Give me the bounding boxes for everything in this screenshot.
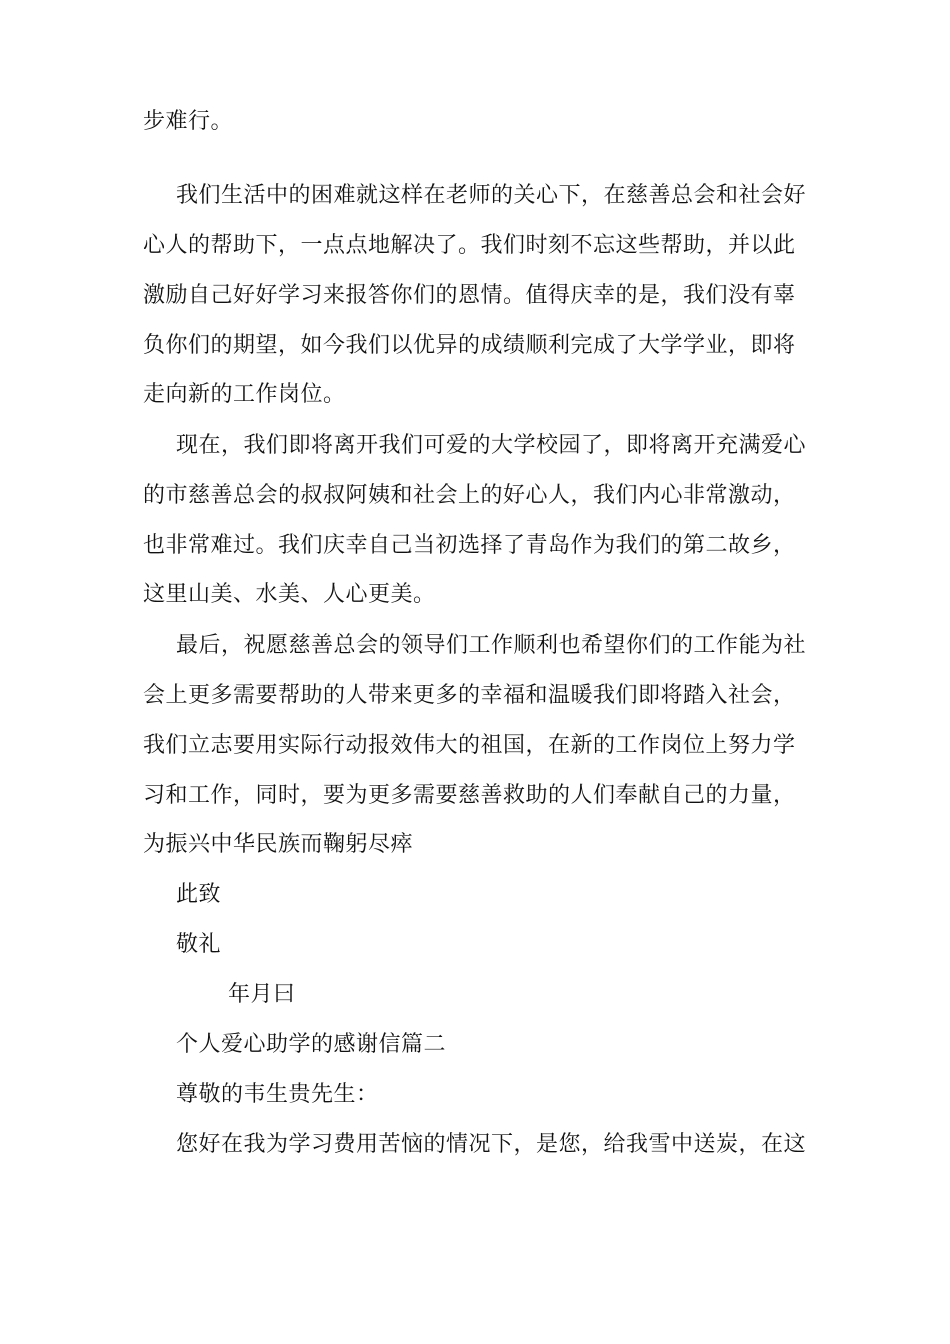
closing-salutation: 此致	[176, 882, 222, 907]
section-heading: 个人爱心助学的感谢信篇二	[176, 1032, 447, 1057]
date-line: 年月曰	[228, 982, 296, 1007]
paragraph-line: 的市慈善总会的叔叔阿姨和社会上的好心人，我们内心非常激动，	[143, 483, 796, 508]
paragraph-line: 为振兴中华民族而鞠躬尽瘁	[143, 832, 414, 857]
paragraph-line: 负你们的期望，如今我们以优异的成绩顺利完成了大学学业，即将	[143, 333, 796, 358]
paragraph-line: 现在，我们即将离开我们可爱的大学校园了，即将离开充满爱心	[176, 433, 807, 458]
paragraph-line: 也非常难过。我们庆幸自己当初选择了青岛作为我们的第二故乡，	[143, 533, 796, 558]
paragraph-line: 我们生活中的困难就这样在老师的关心下，在慈善总会和社会好	[176, 183, 807, 208]
paragraph-line: 心人的帮助下，一点点地解决了。我们时刻不忘这些帮助，并以此	[143, 233, 796, 258]
paragraph-line: 最后，祝愿慈善总会的领导们工作顺利也希望你们的工作能为社	[176, 633, 807, 658]
paragraph-line: 我们立志要用实际行动报效伟大的祖国，在新的工作岗位上努力学	[143, 733, 796, 758]
paragraph-line: 激励自己好好学习来报答你们的恩情。值得庆幸的是，我们没有辜	[143, 283, 796, 308]
paragraph-line: 会上更多需要帮助的人带来更多的幸福和温暖我们即将踏入社会，	[143, 683, 796, 708]
closing-regards: 敬礼	[176, 932, 222, 957]
paragraph-line: 走向新的工作岗位。	[143, 382, 346, 407]
greeting-line: 尊敬的韦生贵先生：	[176, 1082, 379, 1107]
paragraph-line: 您好在我为学习费用苦恼的情况下，是您，给我雪中送炭，在这	[176, 1132, 807, 1157]
text-line: 步难行。	[143, 109, 234, 134]
paragraph-line: 这里山美、水美、人心更美。	[143, 582, 436, 607]
paragraph-line: 习和工作，同时，要为更多需要慈善救助的人们奉献自己的力量，	[143, 783, 796, 808]
